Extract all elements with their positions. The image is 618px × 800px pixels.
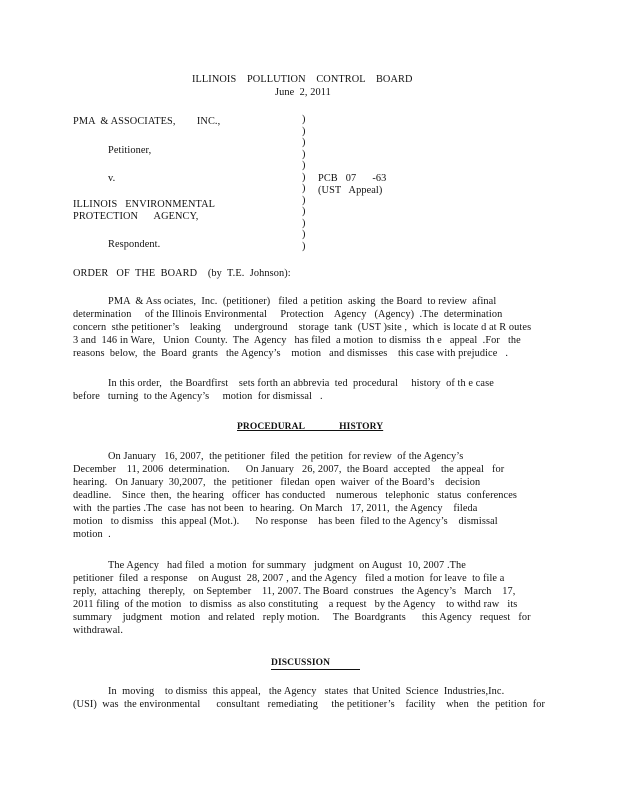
order-heading: ORDER OF THE BOARD (by T.E. Johnson):	[73, 268, 291, 279]
case-type: (UST Appeal)	[318, 185, 383, 196]
paren-mark: )	[302, 194, 306, 206]
paren-mark: )	[302, 114, 306, 125]
paren-mark: )	[302, 217, 306, 229]
caption-parentheses	[302, 114, 305, 252]
history-p2-line: withdrawal.	[73, 625, 123, 636]
history-p2-line: petitioner filed a response on August 28, 2007 , and the Agency filed a motion for leave to file a	[73, 573, 505, 584]
intro-p1-line: reasons below, the Board grants the Agency’s motion and dismisses this case with prejudice .	[73, 348, 509, 359]
history-p1-line: deadline. Since then, the hearing officer has conducted numerous telephonic status conferences	[73, 490, 517, 501]
paren-mark: )	[302, 183, 306, 194]
paren-mark: )	[302, 148, 306, 160]
intro-p2-line: In this order, the Boardfirst sets forth an abbrevia ted procedural history of th e case	[108, 378, 494, 389]
case-number: PCB 07 -63	[318, 173, 387, 184]
paren-mark: )	[302, 240, 306, 252]
paren-mark: )	[302, 171, 306, 183]
history-p1-line: with the parties .The case has not been to hearing. On March 17, 2011, the Agency fileda	[73, 503, 478, 514]
paren-mark: )	[302, 229, 306, 240]
respondent-name-line2: PROTECTION AGENCY,	[73, 211, 199, 222]
board-title: ILLINOIS POLLUTION CONTROL BOARD	[192, 74, 413, 85]
intro-p1-line: determination of the Illinois Environmental Protection Agency (Agency) .The determination	[73, 309, 503, 320]
paren-mark: )	[302, 137, 306, 148]
document-date: June 2, 2011	[275, 87, 331, 98]
intro-p1-line: PMA & Ass ociates, Inc. (petitioner) filed a petition asking the Board to review afinal	[108, 296, 497, 307]
petitioner-name: PMA & ASSOCIATES, INC.,	[73, 116, 221, 127]
history-p1-line: hearing. On January 30,2007, the petitioner filedan open waiver of the Board’s decision	[73, 477, 481, 488]
history-p2-line: The Agency had filed a motion for summary judgment on August 10, 2007 .The	[108, 560, 466, 571]
history-p1-line: motion .	[73, 529, 111, 540]
respondent-name-line1: ILLINOIS ENVIRONMENTAL	[73, 199, 215, 210]
history-p2-line: 2011 filing of the motion to dismiss as also constituting a request by the Agency to withd raw its	[73, 599, 518, 610]
paren-mark: )	[302, 160, 306, 171]
intro-p2-line: before turning to the Agency’s motion for dismissal .	[73, 391, 323, 402]
history-p1-line: December 11, 2006 determination. On January 26, 2007, the Board accepted the appeal for	[73, 464, 505, 475]
history-p1-line: On January 16, 2007, the petitioner filed the petition for review of the Agency’s	[108, 451, 464, 462]
intro-p1-line: concern sthe petitioner’s leaking underground storage tank (UST )site , which is locate d at R outes	[73, 322, 532, 333]
paren-mark: )	[302, 125, 306, 137]
discussion-p1-line: In moving to dismiss this appeal, the Agency states that United Science Industries,Inc.	[108, 686, 505, 697]
respondent-label: Respondent.	[108, 239, 161, 250]
petitioner-label: Petitioner,	[108, 145, 152, 156]
intro-p1-line: 3 and 146 in Ware, Union County. The Agency has filed a motion to dismiss th e appeal .For the	[73, 335, 521, 346]
discussion-heading: DISCUSSION	[271, 657, 360, 670]
history-p2-line: summary judgment motion and related reply motion. The Boardgrants this Agency request for	[73, 612, 531, 623]
versus-label: v.	[108, 173, 116, 184]
paren-mark: )	[302, 206, 306, 217]
history-p1-line: motion to dismiss this appeal (Mot.). No response has been filed to the Agency’s dismissal	[73, 516, 498, 527]
procedural-history-heading: PROCEDURAL HISTORY	[237, 422, 384, 432]
history-p2-line: reply, attaching thereply, on September 11, 2007. The Board construes the Agency’s March 17,	[73, 586, 516, 597]
discussion-p1-line: (USI) was the environmental consultant remediating the petitioner’s facility when the petition for	[73, 699, 546, 710]
